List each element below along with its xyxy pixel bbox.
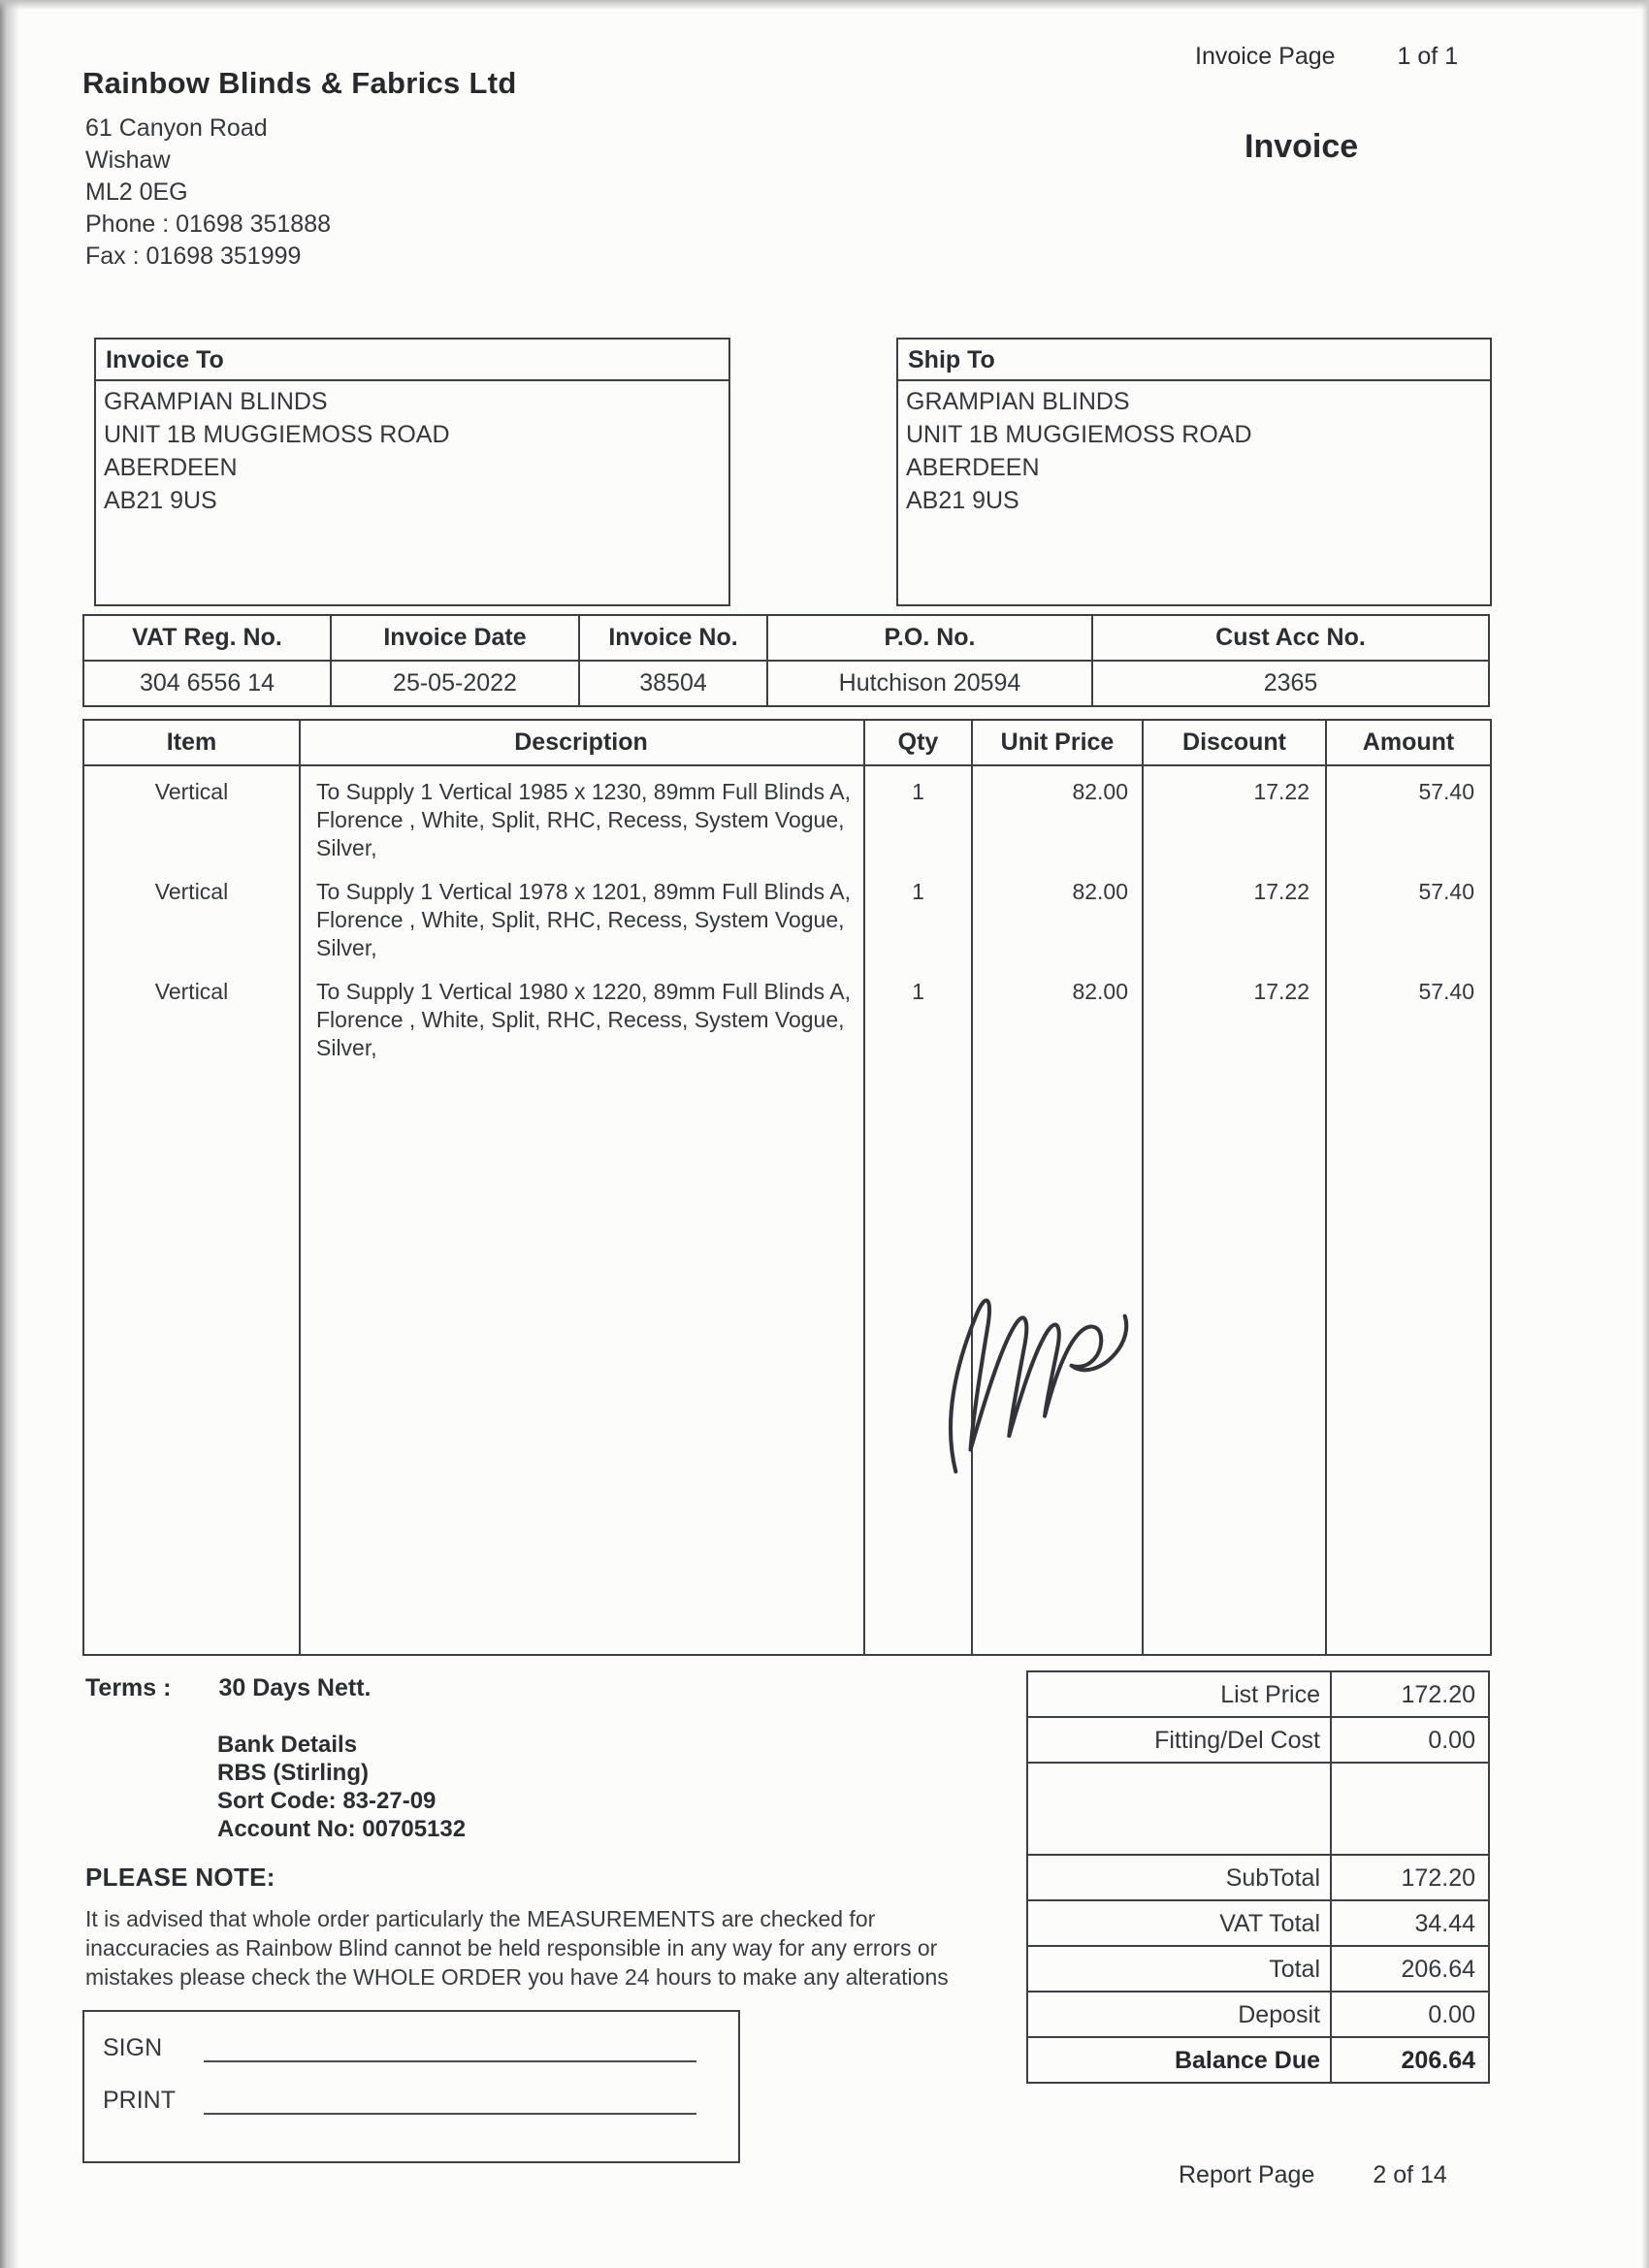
invoice-to-line: ABERDEEN	[104, 454, 238, 481]
meta-header-row	[84, 616, 1488, 662]
totals-label: VAT Total	[1028, 1901, 1332, 1945]
items-header-discount: Discount	[1144, 721, 1327, 764]
item-cell-unit-price: 82.00	[973, 966, 1144, 1066]
item-cell-description: To Supply 1 Vertical 1985 x 1230, 89mm Full Blinds A, Florence , White, Split, RHC, Recess, System Vogue, Silver,	[301, 766, 865, 866]
item-cell-amount: 57.40	[1418, 979, 1474, 1004]
invoice-to-label: Invoice To	[96, 340, 728, 381]
print-signature-line	[204, 2086, 696, 2115]
totals-row-balance-due	[1028, 2038, 1488, 2082]
totals-value: 34.44	[1414, 1910, 1475, 1937]
bank-details-line: Account No: 00705132	[217, 1816, 467, 1842]
sign-print-box	[82, 2010, 740, 2163]
bank-details-line: Sort Code: 83-27-09	[217, 1788, 436, 1814]
invoice-to-line: GRAMPIAN BLINDS	[104, 388, 328, 415]
item-cell-discount: 17.22	[1144, 766, 1327, 866]
company-address-line: Fax : 01698 351999	[85, 243, 302, 270]
ship-to-address	[898, 381, 1490, 517]
item-cell-discount: 17.22	[1144, 966, 1327, 1066]
item-cell-discount: 17.22	[1144, 866, 1327, 966]
company-address-line: 61 Canyon Road	[85, 114, 268, 142]
item-cell-amount: 57.40	[1418, 779, 1474, 804]
totals-label: Total	[1028, 1947, 1332, 1991]
totals-spacer-left	[1028, 1764, 1332, 1854]
item-cell-unit-price: 82.00	[973, 866, 1144, 966]
totals-value: 172.20	[1401, 1681, 1475, 1708]
totals-value: 206.64	[1401, 2047, 1475, 2074]
scan-edge-top	[0, 0, 1649, 10]
bank-details-line: Bank Details	[217, 1732, 358, 1758]
items-table	[82, 719, 1492, 1656]
empty-cell	[84, 1066, 301, 1654]
print-label: PRINT	[103, 2087, 176, 2114]
invoice-meta-table	[82, 614, 1490, 707]
items-body	[84, 766, 1490, 1654]
table-row	[84, 866, 1490, 966]
invoice-to-box	[94, 338, 730, 606]
totals-row-vat-total	[1028, 1901, 1488, 1947]
totals-row-list-price	[1028, 1672, 1488, 1718]
please-note-heading: PLEASE NOTE:	[85, 1863, 275, 1892]
totals-label: Balance Due	[1028, 2038, 1332, 2082]
meta-value-invoice-no: 38504	[580, 662, 768, 705]
table-row	[84, 966, 1490, 1066]
report-page-label: Report Page	[1179, 2161, 1315, 2188]
totals-row-total	[1028, 1947, 1488, 1993]
item-cell-description: To Supply 1 Vertical 1980 x 1220, 89mm Full Blinds A, Florence , White, Split, RHC, Recess, System Vogue, Silver,	[301, 966, 865, 1066]
table-empty-area	[84, 1066, 1490, 1654]
report-page-value: 2 of 14	[1373, 2161, 1447, 2188]
meta-header-date: Invoice Date	[332, 616, 580, 660]
items-header-amount: Amount	[1362, 729, 1455, 756]
items-header-description: Description	[301, 721, 865, 764]
totals-value: 172.20	[1401, 1864, 1475, 1892]
items-header-row	[84, 721, 1490, 766]
bank-details-line: RBS (Stirling)	[217, 1760, 369, 1786]
item-cell-unit-price: 82.00	[973, 766, 1144, 866]
meta-header-po-no: P.O. No.	[768, 616, 1093, 660]
totals-label: SubTotal	[1028, 1856, 1332, 1899]
sign-row	[103, 2033, 738, 2062]
scan-edge-left	[0, 0, 19, 2268]
totals-value: 206.64	[1401, 1956, 1475, 1983]
sign-signature-line	[204, 2033, 696, 2062]
totals-value: 0.00	[1428, 2001, 1475, 2028]
item-cell-description: To Supply 1 Vertical 1978 x 1201, 89mm Full Blinds A, Florence , White, Split, RHC, Recess, System Vogue, Silver,	[301, 866, 865, 966]
item-cell-qty: 1	[865, 966, 973, 1066]
meta-value-vat: 304 6556 14	[84, 662, 332, 705]
totals-row-deposit	[1028, 1993, 1488, 2038]
empty-cell	[1144, 1066, 1327, 1654]
totals-value: 0.00	[1428, 1727, 1475, 1754]
totals-label: Deposit	[1028, 1993, 1332, 2036]
meta-header-invoice-no: Invoice No.	[580, 616, 768, 660]
invoice-page-value: 1 of 1	[1397, 43, 1459, 70]
totals-row-subtotal	[1028, 1856, 1488, 1901]
table-row	[84, 766, 1490, 866]
company-address-line: ML2 0EG	[85, 178, 188, 206]
meta-value-cust-acc: 2365	[1263, 669, 1318, 697]
company-name: Rainbow Blinds & Fabrics Ltd	[82, 66, 517, 100]
handwritten-signature-scribble	[926, 1230, 1159, 1477]
empty-cell	[1327, 1066, 1490, 1654]
scan-edge-right	[1641, 0, 1649, 2268]
terms-value: 30 Days Nett.	[218, 1674, 372, 1701]
totals-label: List Price	[1028, 1672, 1332, 1716]
item-cell-amount: 57.40	[1418, 879, 1474, 904]
invoice-to-line: AB21 9US	[104, 487, 217, 514]
items-header-qty: Qty	[865, 721, 973, 764]
empty-cell	[301, 1066, 865, 1654]
sign-label: SIGN	[103, 2034, 163, 2061]
company-address	[85, 113, 331, 273]
company-address-line: Wishaw	[85, 146, 171, 174]
ship-to-line: ABERDEEN	[906, 454, 1040, 481]
item-cell-item: Vertical	[84, 966, 301, 1066]
items-header-unit-price: Unit Price	[973, 721, 1144, 764]
items-header-item: Item	[84, 721, 301, 764]
report-page-indicator	[1179, 2161, 1447, 2189]
ship-to-line: GRAMPIAN BLINDS	[906, 388, 1130, 415]
meta-header-vat: VAT Reg. No.	[84, 616, 332, 660]
item-cell-qty: 1	[865, 766, 973, 866]
bank-details	[217, 1731, 466, 1843]
item-cell-item: Vertical	[84, 866, 301, 966]
print-row	[103, 2086, 738, 2115]
terms-row	[85, 1674, 371, 1702]
ship-to-line: AB21 9US	[906, 487, 1019, 514]
meta-value-date: 25-05-2022	[332, 662, 580, 705]
meta-value-row	[84, 662, 1488, 705]
ship-to-label: Ship To	[898, 340, 1490, 381]
invoice-page-label: Invoice Page	[1195, 43, 1336, 70]
invoice-page-indicator	[1195, 43, 1458, 71]
company-address-line: Phone : 01698 351888	[85, 211, 332, 238]
totals-spacer	[1028, 1764, 1488, 1856]
item-cell-qty: 1	[865, 866, 973, 966]
meta-header-cust-acc: Cust Acc No.	[1215, 624, 1366, 651]
totals-row-fitting-del-cost	[1028, 1718, 1488, 1764]
terms-label: Terms :	[85, 1674, 172, 1701]
invoice-to-line: UNIT 1B MUGGIEMOSS ROAD	[104, 421, 450, 448]
ship-to-box	[896, 338, 1492, 606]
meta-value-po-no: Hutchison 20594	[768, 662, 1093, 705]
totals-box	[1026, 1670, 1490, 2084]
totals-label: Fitting/Del Cost	[1028, 1718, 1332, 1762]
item-cell-item: Vertical	[84, 766, 301, 866]
please-note-body: It is advised that whole order particularly the MEASUREMENTS are checked for inaccuracies as Rainbow Blind cannot be held responsible in any way for any errors or mistakes please check the WHOLE ORDER you have 24 hours to make any alterations	[85, 1906, 949, 1990]
document-title: Invoice	[1245, 128, 1359, 165]
ship-to-line: UNIT 1B MUGGIEMOSS ROAD	[906, 421, 1252, 448]
invoice-to-address	[96, 381, 728, 517]
